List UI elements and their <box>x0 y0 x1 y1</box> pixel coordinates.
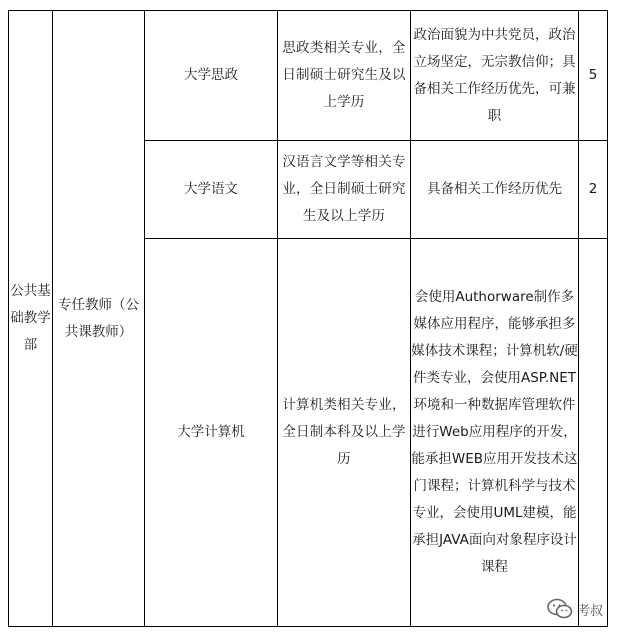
department-text: 公共基础教学部 <box>10 283 51 353</box>
other-requirement-cell <box>411 11 579 141</box>
other-requirement-cell <box>411 239 579 627</box>
watermark-text: 考叔 <box>576 603 603 619</box>
other-requirement-cell <box>411 141 579 239</box>
other-requirement-text: 政治面貌为中共党员，政治立场坚定，无宗教信仰；具备相关工作经历优先，可兼职 <box>413 26 576 124</box>
count-cell <box>579 141 608 239</box>
department-cell <box>9 11 53 627</box>
position-cell <box>53 11 145 627</box>
subject-cell <box>145 239 278 627</box>
requirement-text: 计算机类相关专业，全日制本科及以上学历 <box>282 397 406 467</box>
requirement-cell <box>278 11 411 141</box>
subject-text: 大学思政 <box>184 67 238 83</box>
table-row <box>9 11 608 141</box>
requirement-cell <box>278 141 411 239</box>
subject-text: 大学语文 <box>184 181 238 197</box>
other-requirement-text: 会使用Authorware制作多媒体应用程序，能够承担多媒体技术课程；计算机软/硬件类专业，会使用ASP.NET环境和一种数据库管理软件进行Web应用程序的开发，能承担WEB应用开发技术这门课程；计算机科学与技术专业，会使用UML建模，能承担JAVA面向对象程序设计课程 <box>411 289 578 575</box>
subject-text: 大学计算机 <box>177 424 245 440</box>
position-text: 专任教师（公共课教师） <box>58 296 139 340</box>
count-text: 5 <box>588 67 598 83</box>
requirement-text: 思政类相关专业，全日制硕士研究生及以上学历 <box>282 40 406 110</box>
subject-cell <box>145 141 278 239</box>
requirement-text: 汉语言文学等相关专业，全日制硕士研究生及以上学历 <box>282 154 406 224</box>
recruitment-table <box>8 10 608 627</box>
count-cell <box>579 11 608 141</box>
count-text: 2 <box>588 181 598 197</box>
watermark <box>547 598 603 620</box>
count-cell <box>576 239 608 627</box>
subject-cell <box>145 11 278 141</box>
other-requirement-text: 具备相关工作经历优先 <box>427 181 562 197</box>
wechat-icon <box>547 598 573 620</box>
requirement-cell <box>278 239 411 627</box>
